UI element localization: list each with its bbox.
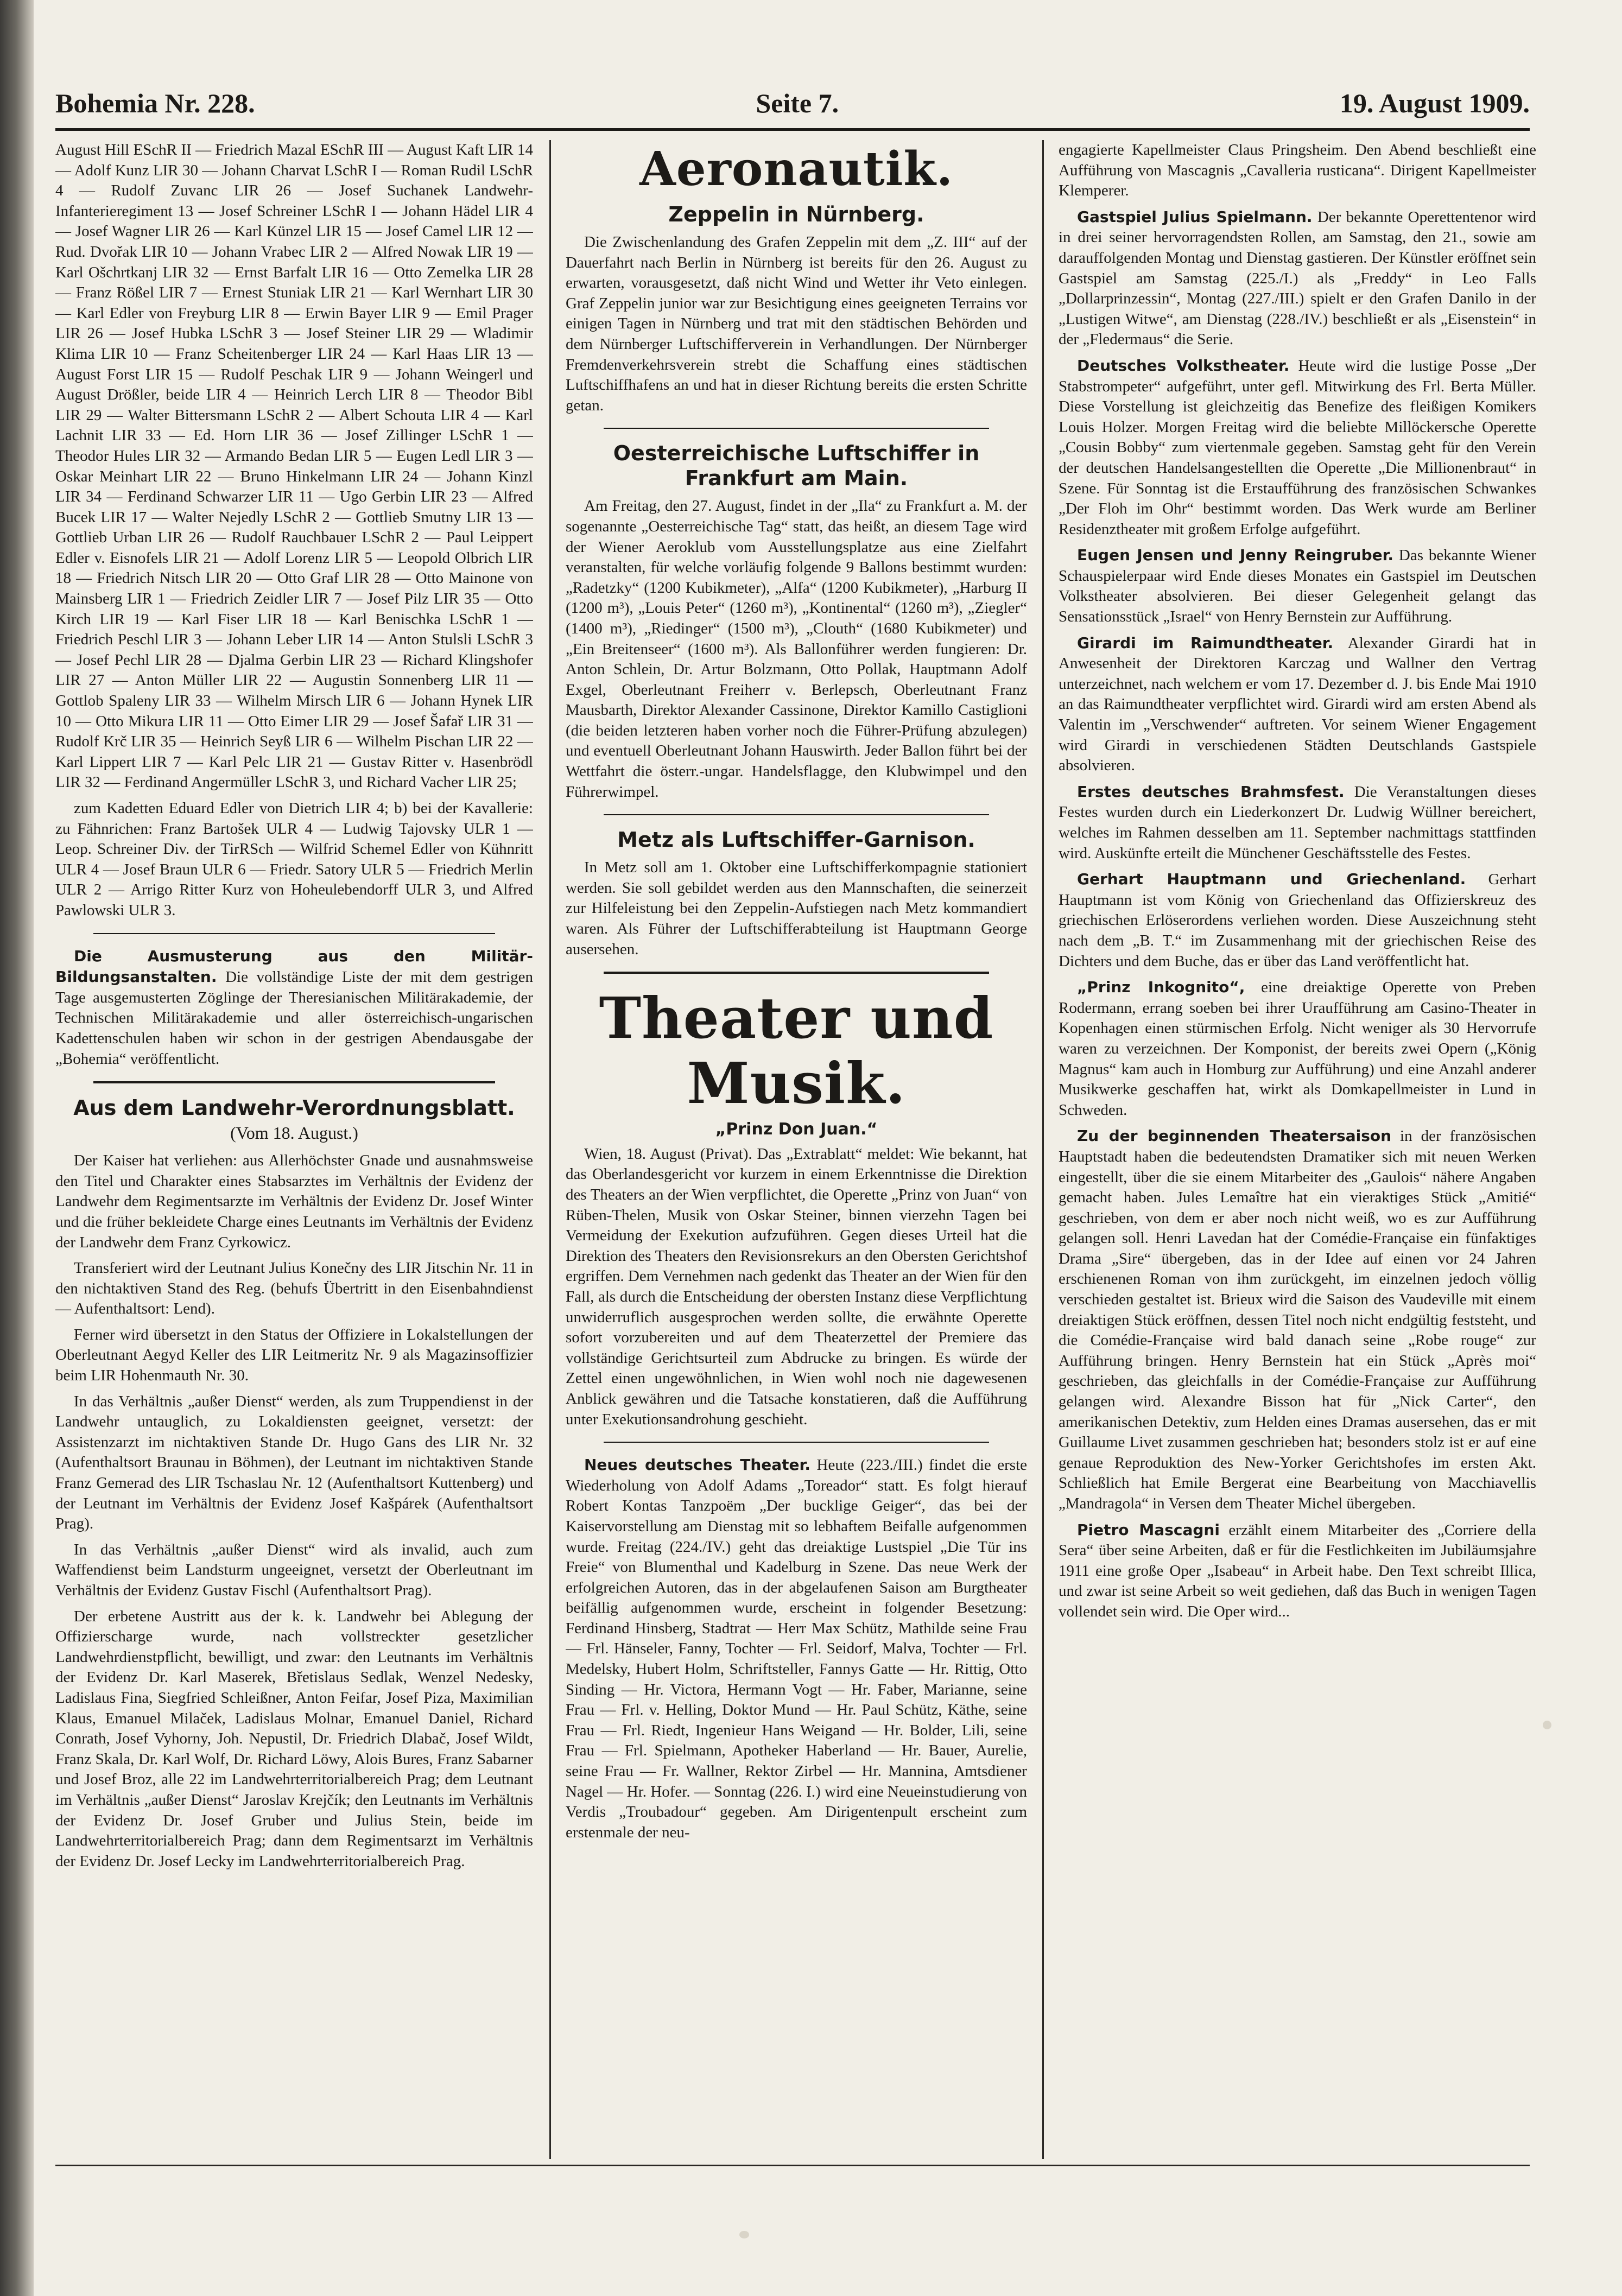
- divider: [604, 814, 989, 815]
- ausmusterung-paragraph: [55, 946, 533, 1070]
- metz-paragraph: In Metz soll am 1. Oktober eine Luftschifferkompagnie stationiert werden. Sie soll gebildet werden aus den Mannschaften, die seinerzeit zur Hilfeleistung bei den Zeppelin-Aufstiegen nach Metz kommandiert waren. Als Führer der Luftschifferabteilung ist Hauptmann George ausersehen.: [566, 859, 1027, 958]
- girardi-heading: Girardi im Raimundtheater.: [1077, 633, 1334, 652]
- column-2: [566, 140, 1027, 2246]
- neues-theater-body: Heute (223./III.) findet die erste Wiederholung von Adolf Adams „Toreador“ statt. Es folgt hierauf Robert Kontas Tanzpoëm „Der bucklige Geiger“, das bei der Kaiservorstellung am Dienstag mit so lebhaftem Beifalle aufgenommen wurde. Freitag (224./IV.) geht das dreiaktige Lustspiel „Die Tür ins Freie“ von Blumenthal und Kadelburg in Szene. Das neue Werk der erfolgreichen Autoren, das in der abgelaufenen Saison am Burgtheater beifällig aufgenommen wurde, erscheint in folgender Besetzung: Ferdinand Hinsberg, Stadtrat — Herr Max Schütz, Mathilde seine Frau — Frl. Hänseler, Fanny, Tochter — Frl. Seidorf, Malva, Tochter — Frl. Medelsky, Hubert Holm, Schriftsteller, Fannys Gatte — Hr. Rittig, Otto Sinding — Hr. Victora, Hermann Vogt — Hr. Faber, Marianne, seine Frau — Frl. v. Helling, Doktor Mund — Hr. Paul Schütz, Käthe, seine Frau — Frl. Riedt, Ingenieur Hans Weigand — Hr. Bolder, Lili, seine Frau — Frl. Spielmann, Apotheker Haberland — Hr. Bauer, Aurelie, seine Frau — Fr. Wallner, Rektor Zirbel — Hr. Mannina, Amtsdiener Nagel — Hr. Hofer. — Sonntag (226. I.) wird eine Neueinstudierung von Verdis „Troubadour“ gegeben. Am Dirigentenpult erscheint zum erstenmale der neu-: [566, 1456, 1027, 1841]
- hauptmann-paragraph: [1059, 869, 1536, 972]
- zeppelin-paragraph: Die Zwischenlandung des Grafen Zeppelin mit dem „Z. III“ auf der Dauerfahrt nach Berlin in Nürnberg ist bereits für den 26. August zu erwarten, vorausgesetzt, daß nicht Wind und Wetter ihr Veto einlegen. Graf Zeppelin junior war zur Besichtigung eines geeigneten Terrains vor einigen Tagen in Nürnberg und trat mit den städtischen Behörden und dem Nürnberger Luftschifferverein in Verhandlungen. Der Nürnberger Fremdenverkehrsverein strebt die Schaffung eines städtischen Luftschiffhafens an und hat in dieser Richtung bereits die ersten Schritte getan.: [566, 233, 1027, 414]
- girardi-paragraph: [1059, 633, 1536, 776]
- ausmusterung-body: Die vollständige Liste der mit dem gestrigen Tage ausgemusterten Zöglinge der Theresianischen Militärakademie, der Technischen Militärakademie und aller österreichisch-ungarischen Kadettenschulen haben wir schon in der gestrigen Abendausgabe der „Bohemia“ veröffentlicht.: [55, 968, 533, 1068]
- brahmsfest-body: Die Veranstaltungen dieses Festes wurden durch ein Liederkonzert Dr. Ludwig Wüllner bereichert, welches im Rahmen desselben am 11. September nachmittags stattfinden wird. Auskünfte erteilt die Münchener Geschäftsstelle des Festes.: [1059, 783, 1536, 862]
- issue-number: Bohemia Nr. 228.: [55, 88, 255, 118]
- jensen-heading: Eugen Jensen und Jenny Reingruber.: [1077, 546, 1394, 565]
- volkstheater-body: Heute wird die lustige Posse „Der Stabstrompeter“ aufgeführt, unter gefl. Mitwirkung des Frl. Berta Müller. Diese Vorstellung ist gleichzeitig das Benefize des fleißigen Komikers Louis Holzer. Morgen Freitag wird die beliebte Millöckersche Operette „Cousin Bobby“ zum viertenmale gegeben. Samstag geht für den Verein der deutschen Handelsangestellten die Operette „Die Millionenbraut“ in Szene. Für Sonntag ist die Erstaufführung des französischen Schwankes „Der Floh im Ohr“ bestimmt worden. Das Werk wurde am Berliner Residenztheater mit großem Erfolge aufgeführt.: [1059, 357, 1536, 538]
- landwehr-date: (Vom 18. August.): [230, 1123, 358, 1143]
- promotions-list: August Hill ESchR II — Friedrich Mazal ESchR III — August Kaft LIR 14 — Adolf Kunz LIR 30 — Johann Charvat LSchR I — Roman Rudil LSchR 4 — Rudolf Zuvanc LIR 26 — Josef Suchanek Landwehr-Infanterieregiment 13 — Josef Schreiner LSchR I — Johann Hädel LIR 4 — Josef Wagner LIR 26 — Karl Künzel LIR 15 — Josef Camel LIR 12 — Rud. Dvořak LIR 10 — Johann Vrabec LIR 2 — Alfred Nowak LIR 19 — Karl Ošchrtkanj LIR 32 — Ernst Barfalt LIR 16 — Otto Zemelka LIR 28 — Franz Rößel LIR 7 — Ernest Stuniak LIR 21 — Karl Wernhart LIR 30 — Karl Edler von Freyburg LIR 8 — Erwin Bayer LIR 9 — Emil Prager LIR 26 — Josef Hubka LSchR 3 — Josef Steiner LIR 29 — Wladimir Klima LIR 10 — Franz Scheitenberger LIR 24 — Karl Haas LIR 13 — August Forst LIR 15 — Rudolf Peschak LIR 9 — Johann Weingerl und August Drößler, beide LIR 4 — Heinrich Lerch LIR 8 — Theodor Bibl LIR 29 — Walter Bittersmann LSchR 2 — Albert Schouta LIR 4 — Karl Lachnit LIR 33 — Ed. Horn LIR 36 — Josef Zillinger LSchR 1 — Theodor Hules LIR 32 — Armando Bedan LIR 5 — Eugen Ledl LIR 3 — Oskar Meinhart LIR 22 — Bruno Hinkelmann LIR 24 — Johann Kinzl LIR 34 — Ferdinand Schwarzer LIR 11 — Ugo Gerbin LIR 23 — Alfred Bucek LIR 17 — Walter Nejedly LSchR 2 — Gottlieb Smutny LIR 13 — Gottlieb Urban LIR 26 — Rudolf Rauchbauer LSchR 2 — Paul Leippert Edler v. Eisnofels LIR 21 — Adolf Lorenz LIR 5 — Leopold Olbrich LIR 18 — Friedrich Nitsch LIR 20 — Otto Graf LIR 28 — Otto Mainone von Mainsberg LIR 1 — Friedrich Zeidler LIR 7 — Josef Pilz LIR 35 — Otto Kirch LIR 19 — Karl Fiser LIR 18 — Karl Benischka LSchR 1 — Friedrich Peschl LIR 3 — Johann Leber LIR 14 — Anton Stulsli LSchR 3 — Josef Pechl LIR 28 — Djalma Gerbin LIR 23 — Richard Klingshofer LIR 27 — Anton Müller LIR 22 — Augustin Sonnenberg LIR 11 — Gottlob Spaleny LIR 33 — Wilhelm Mirsch LIR 6 — Johann Hynek LIR 10 — Otto Mikura LIR 11 — Otto Eimer LIR 29 — Josef Šafař LIR 31 — Rudolf Krč LIR 35 — Heinrich Seyß LIR 6 — Wilhelm Pischan LIR 22 — Karl Lippert LIR 7 — Karl Pelc LIR 21 — Gustav Ritter v. Hasenbrödl LIR 32 — Ferdinand Angermüller LSchR 3, und Richard Vacher LIR 25;: [55, 141, 533, 791]
- spielmann-heading: Gastspiel Julius Spielmann.: [1077, 207, 1313, 226]
- landwehr-title: Aus dem Landwehr-Verordnungsblatt.: [73, 1096, 515, 1120]
- prinz-don-juan-heading: „Prinz Don Juan.“: [715, 1120, 878, 1139]
- issue-date: 19. August 1909.: [1339, 88, 1530, 118]
- divider: [604, 1442, 989, 1443]
- landwehr-paragraph-6: Der erbetene Austritt aus der k. k. Landwehr bei Ablegung der Offizierscharge wurde, nach vollstreckter gesetzlicher Landwehrdienstpflicht, bewilligt, und zwar: den Leutnants im Verhältnis der Evidenz Dr. Karl Maserek, Břetislaus Sedlak, Wenzel Nedesky, Ladislaus Fina, Siegfried Schleißner, Anton Feifar, Josef Piza, Maximilian Klaus, Emanuel Milaček, Ladislaus Molnar, Emanuel Daniel, Richard Conrath, Josef Vyhorny, Joh. Nepustil, Dr. Friedrich Dlabač, Josef Wildt, Franz Skala, Dr. Karl Wolf, Dr. Richard Löwy, Alois Bures, Franz Sabarner und Josef Broz, alle 22 im Landwehrterritorialbereich Prag; dem Leutnant im Verhältnis „außer Dienst“ Jaroslav Krejčík; den Leutnants im Verhältnis der Evidenz Dr. Josef Gruber und Julius Stein, beide im Landwehrterritorialbereich Prag; dann dem Regimentsarzt im Verhältnis der Evidenz Dr. Josef Lecky im Landwehrterritorialbereich Prag.: [55, 1607, 533, 1870]
- brahmsfest-heading: Erstes deutsches Brahmsfest.: [1077, 782, 1345, 801]
- hauptmann-body: Gerhart Hauptmann ist vom König von Griechenland das Offizierskreuz des griechischen Erlöserordens verliehen worden. Diese Auszeichnung steht nach dem „B. T.“ im Zusammenhang mit der griechischen Reise des Dichters und dem Buche, das er über das Land veröffentlicht hat.: [1059, 871, 1536, 970]
- jensen-paragraph: [1059, 545, 1536, 627]
- landwehr-heading: [55, 1095, 533, 1145]
- landwehr-paragraph-3: Ferner wird übersetzt in den Status der Offiziere in Lokalstellungen der Oberleutnant Aegyd Keller des LIR Leitmeritz Nr. 9 als Magazinsoffizier beim LIR Hohenmauth Nr. 30.: [55, 1325, 533, 1385]
- theatersaison-body: in der französischen Hauptstadt haben die bedeutendsten Dramatiker sich mit neuen Werken eingestellt, über die sie einem Mitarbeiter des „Gaulois“ nähere Angaben gemacht haben. Jules Lemaître hat ein vieraktiges Stück „Amitié“ geschrieben, von dem er aber noch nicht weiß, wo es zur Aufführung gelangen soll. Henri Lavedan hat der Comédie-Française ein fünfaktiges Drama „Sire“ übergeben, das in der Idee auf einen vor 24 Jahren erschienenen Roman von ihm zurückgeht, im einzelnen jedoch völlig verschieden gestaltet ist. Brieux wird die Saison des Vaudeville mit einem dreiaktigen Stück eröffnen, dessen Titel noch nicht endgültig feststeht, und die Comédie-Française wird bald danach seine „Robe rouge“ zur Aufführung bringen. Henry Bernstein hat ein Stück „Après moi“ geschrieben, das gleichfalls in der Comédie-Française zur Aufführung gelangen wird. Alexandre Bisson hat für „Nick Carter“, den amerikanischen Detektiv, zum Helden eines Dramas ausersehen, das er mit Guillaume Livet zusammen geschrieben hat; besonders stolz ist er auf eine genaue Reproduktion des New-Yorker Gerichtshofes im ersten Akt. Schließlich hat Emile Bergerat eine Bearbeitung von Macchiavellis „Mandragola“ in Versen dem Theater Michel übergeben.: [1059, 1127, 1536, 1512]
- footer-rule: [55, 2165, 1530, 2166]
- ausmusterung-heading: Die Ausmusterung aus den Militär-Bildungsanstalten.: [55, 947, 533, 986]
- running-head: [55, 81, 1530, 125]
- landwehr-paragraph-2: Transferiert wird der Leutnant Julius Konečny des LIR Jitschin Nr. 11 in den nichtaktiven Stand des Reg. (behufs Übertritt in den Eisenbahndienst — Aufenthaltsort: Lend).: [55, 1259, 533, 1318]
- continued-paragraph: engagierte Kapellmeister Claus Pringsheim. Den Abend beschließt eine Aufführung von Mascagnis „Cavalleria rusticana“. Dirigent Kapellmeister Klemperer.: [1059, 141, 1536, 200]
- divider: [93, 933, 495, 934]
- zeppelin-heading: Zeppelin in Nürnberg.: [668, 202, 924, 226]
- volkstheater-paragraph: [1059, 356, 1536, 540]
- theater-musik-heading: Theater und Musik.: [599, 985, 994, 1117]
- landwehr-paragraph-1: Der Kaiser hat verliehen: aus Allerhöchster Gnade und ausnahmsweise den Titel und Charakter eines Stabsarztes im Verhältnis der Evidenz der Landwehr dem Regimentsarzte im Verhältnis der Evidenz Dr. Josef Winter und die früher bekleidete Charge eines Leutnants im Verhältnis der Evidenz der Landwehr dem Franz Cyrkowicz.: [55, 1152, 533, 1251]
- divider: [93, 1081, 495, 1083]
- prinz-don-juan-paragraph: Wien, 18. August (Privat). Das „Extrablatt“ meldet: Wie bekannt, hat das Oberlandesgericht vor kurzem in einem Erkenntnisse die Direktion des Theaters an der Wien verpflichtet, die Operette „Prinz von Juan“ von Rüben-Thelen, Musik von Oskar Steiner, binnen vierzehn Tagen bei Vermeidung der Exekution aufzuführen. Gegen dieses Urteil hat die Direktion des Theaters den Revisionsrekurs an den Obersten Gerichtshof ergriffen. Dem Vernehmen nach gedenkt das Theater an der Wien für den Fall, als durch die Entscheidung der obersten Instanz diese Verpflichtung unwiderruflich ausgesprochen werden sollte, die erwähnte Operette sofort vorzubereiten und auf dem Theaterzettel der Premiere das vollständige Gerichtsurteil zum Abdrucke zu bringen. Es würde der Zettel einen ungewöhnlichen, in Wien wohl noch nie dagewesenen Anblick gewähren und die Tatsache konstatieren, daß die Aufführung unter Exekutionsandrohung geschieht.: [566, 1145, 1027, 1428]
- frankfurt-heading: Oesterreichische Luftschiffer in Frankfurt am Main.: [613, 441, 980, 491]
- paper-spot: [1543, 1721, 1551, 1729]
- paper-spot: [739, 2231, 749, 2238]
- page-number: Seite 7.: [756, 88, 839, 118]
- divider: [604, 428, 989, 429]
- scan-binding-edge: [0, 0, 34, 2296]
- inkognito-body: eine dreiaktige Operette von Preben Rodermann, errang soeben bei ihrer Uraufführung am Casino-Theater in Kopenhagen einen stürmischen Erfolg. Nicht weniger als 30 Hervorrufe waren zu verzeichnen. Der Komponist, der bereits zwei Opern („König Magnus“ kam auch in Homburg zur Aufführung) und eine Anzahl anderer Musikwerke geschaffen hat, wirkt als Domkapellmeister in Lund in Schweden.: [1059, 979, 1536, 1119]
- girardi-body: Alexander Girardi hat in Anwesenheit der Direktoren Karczag und Wallner den Vertrag unterzeichnet, nach welchem er vom 17. Dezember d. J. bis Ende Mai 1910 an das Raimundtheater verpflichtet wird. Girardi wird am ersten Abend als Valentin im „Verschwender“ auftreten. Vor seinem Wiener Engagement wird Girardi in verschiedenen Städten Deutschlands Gastspiele absolvieren.: [1059, 634, 1536, 775]
- header-rule: [55, 128, 1530, 131]
- mascagni-paragraph: [1059, 1520, 1536, 1622]
- volkstheater-heading: Deutsches Volkstheater.: [1077, 356, 1290, 375]
- inkognito-heading: „Prinz Inkognito“,: [1077, 978, 1245, 997]
- theatersaison-heading: Zu der beginnenden Theatersaison: [1077, 1127, 1392, 1145]
- mascagni-heading: Pietro Mascagni: [1077, 1520, 1220, 1539]
- newspaper-page: [34, 0, 1622, 2296]
- hauptmann-heading: Gerhart Hauptmann und Griechenland.: [1077, 870, 1466, 889]
- column-1: [55, 140, 533, 2246]
- column-rule: [1042, 140, 1044, 2159]
- neues-theater-paragraph: [566, 1455, 1027, 1843]
- column-3: [1059, 140, 1536, 2246]
- column-rule: [549, 140, 551, 2159]
- metz-heading: Metz als Luftschiffer-Garnison.: [617, 828, 975, 852]
- landwehr-paragraph-4: In das Verhältnis „außer Dienst“ werden, als zum Truppendienst in der Landwehr untauglich, zu Lokaldiensten geeignet, versetzt: der Assistenzarzt im nichtaktiven Stande Dr. Hugo Gans des LIR Nr. 32 (Aufenthaltsort Braunau in Böhmen), der Leutnant im nichtaktiven Stande Franz Gemerad des LIR Tschaslau Nr. 12 (Aufenthaltsort Kuttenberg) und der Leutnant im Verhältnis der Evidenz Josef Kašpárek (Aufenthaltsort Prag).: [55, 1392, 533, 1533]
- mascagni-body: erzählt einem Mitarbeiter des „Corriere della Sera“ über seine Arbeiten, daß er für die Festlichkeiten im Jubiläumsjahre 1911 eine große Oper „Isabeau“ in Arbeit habe. Den Text schreibt Illica, und zwar ist seine Arbeit so weit gediehen, daß das Buch in wenigen Tagen vollendet sein wird. Die Oper wird...: [1059, 1521, 1536, 1620]
- divider: [604, 972, 989, 974]
- brahmsfest-paragraph: [1059, 782, 1536, 864]
- inkognito-paragraph: [1059, 977, 1536, 1120]
- neues-theater-heading: Neues deutsches Theater.: [584, 1456, 810, 1474]
- theatersaison-paragraph: [1059, 1126, 1536, 1514]
- landwehr-paragraph-5: In das Verhältnis „außer Dienst“ wird als invalid, auch zum Waffendienst beim Landsturm ungeeignet, versetzt der Oberleutnant im Verhältnis der Evidenz Gustav Fischl (Aufenthaltsort Prag).: [55, 1540, 533, 1599]
- aeronautik-heading: Aeronautik.: [639, 142, 953, 196]
- spielmann-paragraph: [1059, 207, 1536, 350]
- jensen-body: Das bekannte Wiener Schauspielerpaar wird Ende dieses Monates ein Gastspiel im Deutschen Volkstheater absolvieren. Bei dieser Gelegenheit gelangt das Sensationsstück „Israel“ von Henry Bernstein zur Aufführung.: [1059, 547, 1536, 626]
- spielmann-body: Der bekannte Operettentenor wird in drei seiner hervorragendsten Rollen, am Samstag, den 21., sowie am darauffolgenden Montag und Dienstag gastieren. Der Künstler eröffnet sein Gastspiel am Samstag (225./I.) als „Freddy“ in Leo Falls „Dollarprinzessin“, Montag (227./III.) spielt er den Grafen Danilo in der „Lustigen Witwe“, am Dienstag (228./IV.) beschließt er als „Eisenstein“ in der „Fledermaus“ die Serie.: [1059, 208, 1536, 348]
- cadets-paragraph: zum Kadetten Eduard Edler von Dietrich LIR 4; b) bei der Kavallerie: zu Fähnrichen: Franz Bartošek ULR 4 — Ludwig Tajovsky ULR 1 — Leop. Schreiner Div. der TirRSch — Wilfrid Schemel Edler von Kühnritt ULR 4 — Josef Braun ULR 6 — Friedr. Satory ULR 5 — Friedrich Merlin ULR 2 — Arrigo Ritter Kurz von Hoheulebendorff ULR 3, und Alfred Pawlowski ULR 3.: [55, 800, 533, 919]
- frankfurt-paragraph: Am Freitag, den 27. August, findet in der „Ila“ zu Frankfurt a. M. der sogenannte „Oesterreichische Tag“ statt, das heißt, an diesem Tage wird der Wiener Aeroklub vom Ausstellungsplatze aus eine Zielfahrt veranstalten, für welche vorläufig folgende 9 Ballons bestimmt wurden: „Radetzky“ (1200 Kubikmeter), „Alfa“ (1200 Kubikmeter), „Harburg II (1200 m³), „Louis Peter“ (1260 m³), „Kontinental“ (1260 m³), „Ziegler“ (1400 m³), „Riedinger“ (1500 m³), „Clouth“ (1680 Kubikmeter) und „Ein Breitenseer“ (1600 m³). Als Ballonführer werden fungieren: Dr. Anton Schlein, Dr. Artur Bolzmann, Otto Pollak, Hauptmann Adolf Exgel, Oberleutnant Freiherr v. Berlepsch, Oberleutnant Franz Mausbarth, Direktor Alexander Cassinone, Direktor Kamillo Castiglioni (die beiden letzteren haben vorher noch die Führer-Prüfung abzulegen) und eventuell Oberleutnant Johann Hauswirth. Jeder Ballon führt bei der Wettfahrt die österr.-ungar. Handelsflagge, den Klubwimpel und den Führerwimpel.: [566, 497, 1027, 801]
